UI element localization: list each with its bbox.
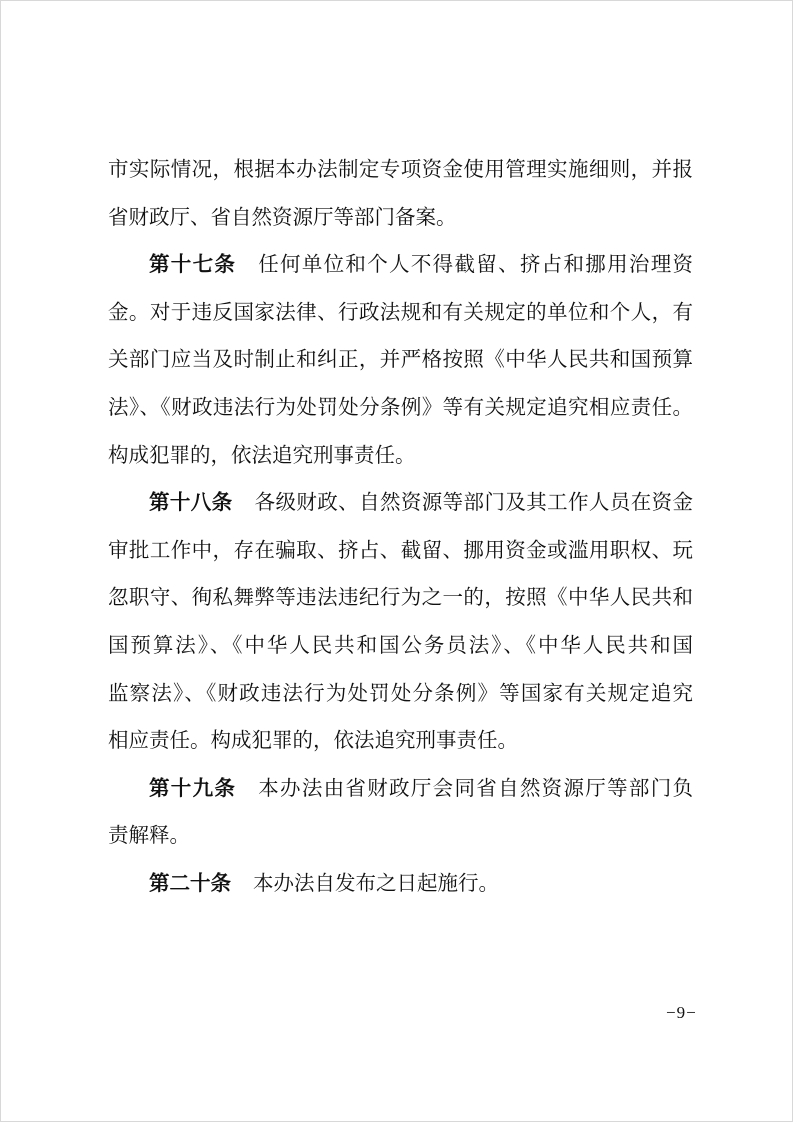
line-text: 责解释。 (108, 823, 190, 848)
article-line (108, 765, 693, 813)
line-text: 忽职守、徇私舞弊等违法违纪行为之一的，按照《中华人民共和 (108, 585, 693, 610)
line-text: 国预算法》、《中华人民共和国公务员法》、《中华人民共和国 (108, 632, 693, 657)
line-text: 市实际情况，根据本办法制定专项资金使用管理实施细则，并报 (108, 157, 693, 181)
line-text: 审批工作中，存在骗取、挤占、截留、挪用资金或滥用职权、玩 (108, 537, 693, 562)
article-line (108, 241, 693, 289)
line-text: 关部门应当及时制止和纠正，并严格按照《中华人民共和国预算 (108, 347, 693, 372)
text-line (108, 670, 693, 718)
text-line (108, 384, 693, 432)
line-text: 法》、《财政违法行为处罚处分条例》等有关规定追究相应责任。 (108, 394, 693, 419)
line-text: 构成犯罪的，依法追究刑事责任。 (108, 442, 416, 467)
text-line (108, 194, 693, 242)
article-heading: 第十八条 (149, 490, 233, 515)
line-text: 监察法》、《财政违法行为处罚处分条例》等国家有关规定追究 (108, 680, 693, 705)
text-line (108, 146, 693, 194)
article-heading: 第十九条 (149, 775, 237, 800)
line-text: 各级财政、自然资源等部门及其工作人员在资金 (254, 490, 693, 515)
line-text: 本办法由省财政厅会同省自然资源厅等部门负 (258, 775, 693, 800)
text-line (108, 717, 693, 765)
text-line (108, 336, 693, 384)
text-line (108, 289, 693, 337)
line-text: 金。对于违反国家法律、行政法规和有关规定的单位和个人，有 (108, 299, 693, 324)
line-text: 相应责任。构成犯罪的，依法追究刑事责任。 (108, 728, 518, 753)
text-line (108, 812, 693, 860)
text-line (108, 622, 693, 670)
document-body (108, 146, 693, 908)
text-line (108, 527, 693, 575)
page-number: −9− (666, 1003, 697, 1022)
article-line (108, 479, 693, 527)
article-heading: 第十七条 (149, 252, 237, 277)
line-text: 任何单位和个人不得截留、挤占和挪用治理资 (258, 252, 693, 277)
text-line (108, 432, 693, 480)
article-line (108, 860, 693, 908)
text-line (108, 574, 693, 622)
line-text: 本办法自发布之日起施行。 (253, 870, 499, 895)
line-text: 省财政厅、省自然资源厅等部门备案。 (108, 204, 457, 229)
article-heading: 第二十条 (149, 870, 231, 895)
